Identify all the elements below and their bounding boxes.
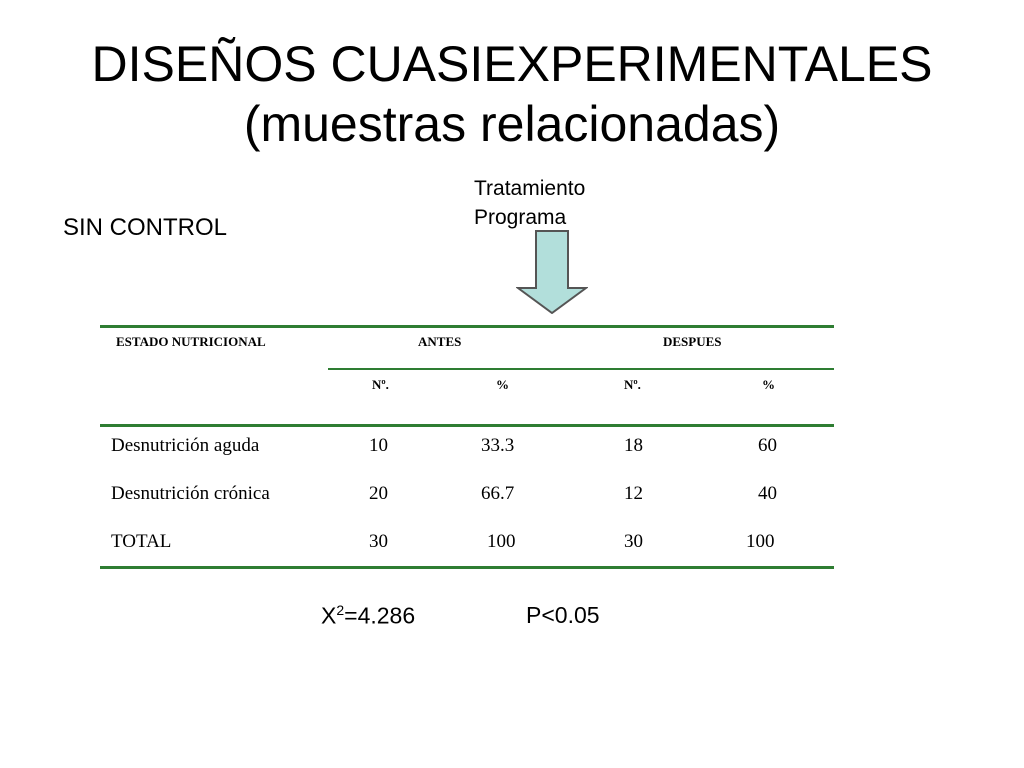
chi-superscript: 2	[336, 602, 345, 618]
slide-title-line1: DISEÑOS CUASIEXPERIMENTALES	[91, 36, 933, 92]
header-estado-nutricional: ESTADO NUTRICIONAL	[116, 334, 266, 349]
sin-control-label: SIN CONTROL	[63, 214, 228, 241]
row-antes-n: 10	[369, 435, 388, 456]
slide-title	[0, 34, 1024, 154]
header-despues: DESPUES	[663, 334, 722, 349]
p-value-stat: P<0.05	[526, 602, 600, 628]
down-arrow-icon	[516, 230, 588, 314]
slide-title-line2: (muestras relacionadas)	[243, 96, 781, 152]
subheader-antes-n: Nº.	[372, 377, 389, 392]
row-antes-pct: 33.3	[481, 435, 515, 456]
table-subheader-rule	[328, 368, 834, 370]
subheader-antes-pct: %	[496, 377, 509, 392]
header-antes: ANTES	[418, 334, 462, 349]
treatment-label	[474, 174, 585, 232]
treatment-line2: Programa	[474, 206, 567, 229]
table-bottom-rule	[100, 566, 834, 569]
row-antes-pct: 66.7	[481, 483, 515, 504]
subheader-despues-n: Nº.	[624, 377, 641, 392]
chi-square-stat	[321, 602, 415, 630]
chi-prefix: X	[321, 602, 337, 629]
nutrition-table	[100, 325, 834, 571]
row-despues-pct: 40	[758, 483, 777, 504]
chi-value: =4.286	[344, 602, 416, 629]
row-despues-pct: 100	[746, 531, 775, 552]
row-antes-n: 20	[369, 483, 388, 504]
row-antes-n: 30	[369, 531, 388, 552]
treatment-line1: Tratamiento	[474, 177, 586, 200]
table-top-rule	[100, 325, 834, 328]
row-despues-n: 18	[624, 435, 643, 456]
row-despues-pct: 60	[758, 435, 777, 456]
table-header-bottom-rule	[100, 424, 834, 427]
row-label: TOTAL	[111, 531, 172, 552]
row-label: Desnutrición crónica	[111, 483, 270, 504]
row-despues-n: 30	[624, 531, 643, 552]
row-label: Desnutrición aguda	[111, 435, 260, 456]
subheader-despues-pct: %	[762, 377, 775, 392]
row-antes-pct: 100	[487, 531, 516, 552]
row-despues-n: 12	[624, 483, 643, 504]
